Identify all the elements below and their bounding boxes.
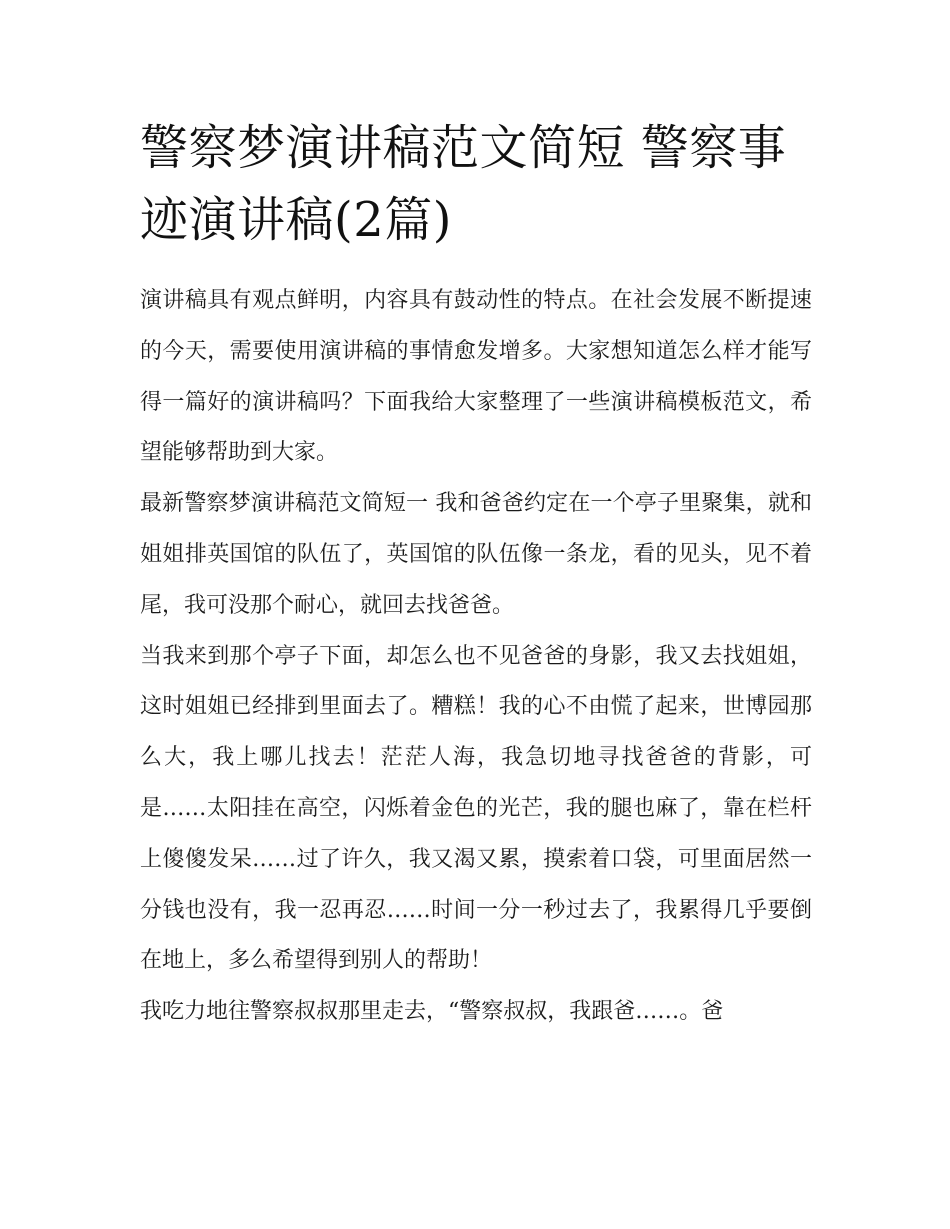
- paragraph-1: 最新警察梦演讲稿范文简短一 我和爸爸约定在一个亭子里聚集，就和姐姐排英国馆的队伍了，英国馆的队伍像一条龙，看的见头，见不着尾，我可没那个耐心，就回去找爸爸。: [140, 491, 812, 618]
- paragraph-intro: 演讲稿具有观点鲜明，内容具有鼓动性的特点。在社会发展不断提速的今天，需要使用演讲稿的事情愈发增多。大家想知道怎么样才能写得一篇好的演讲稿吗？下面我给大家整理了一些演讲稿模板范文，希望能够帮助到大家。: [140, 288, 812, 466]
- document-title: 警察梦演讲稿范文简短 警察事迹演讲稿(2篇): [140, 120, 787, 248]
- paragraph-3: 我吃力地往警察叔叔那里走去，“警察叔叔，我跟爸……。爸: [140, 999, 724, 1025]
- paragraph-2: 当我来到那个亭子下面，却怎么也不见爸爸的身影，我又去找姐姐，这时姐姐已经排到里面去了。糟糕！我的心不由慌了起来，世博园那么大，我上哪儿找去！茫茫人海，我急切地寻找爸爸的背影，可是……太阳挂在高空，闪烁着金色的光芒，我的腿也麻了，靠在栏杆上傻傻发呆……过了许久，我又渴又累，摸索着口袋，可里面居然一分钱也没有，我一忍再忍……时间一分一秒过去了，我累得几乎要倒在地上，多么希望得到别人的帮助！: [140, 643, 812, 974]
- document-body: [140, 276, 812, 1038]
